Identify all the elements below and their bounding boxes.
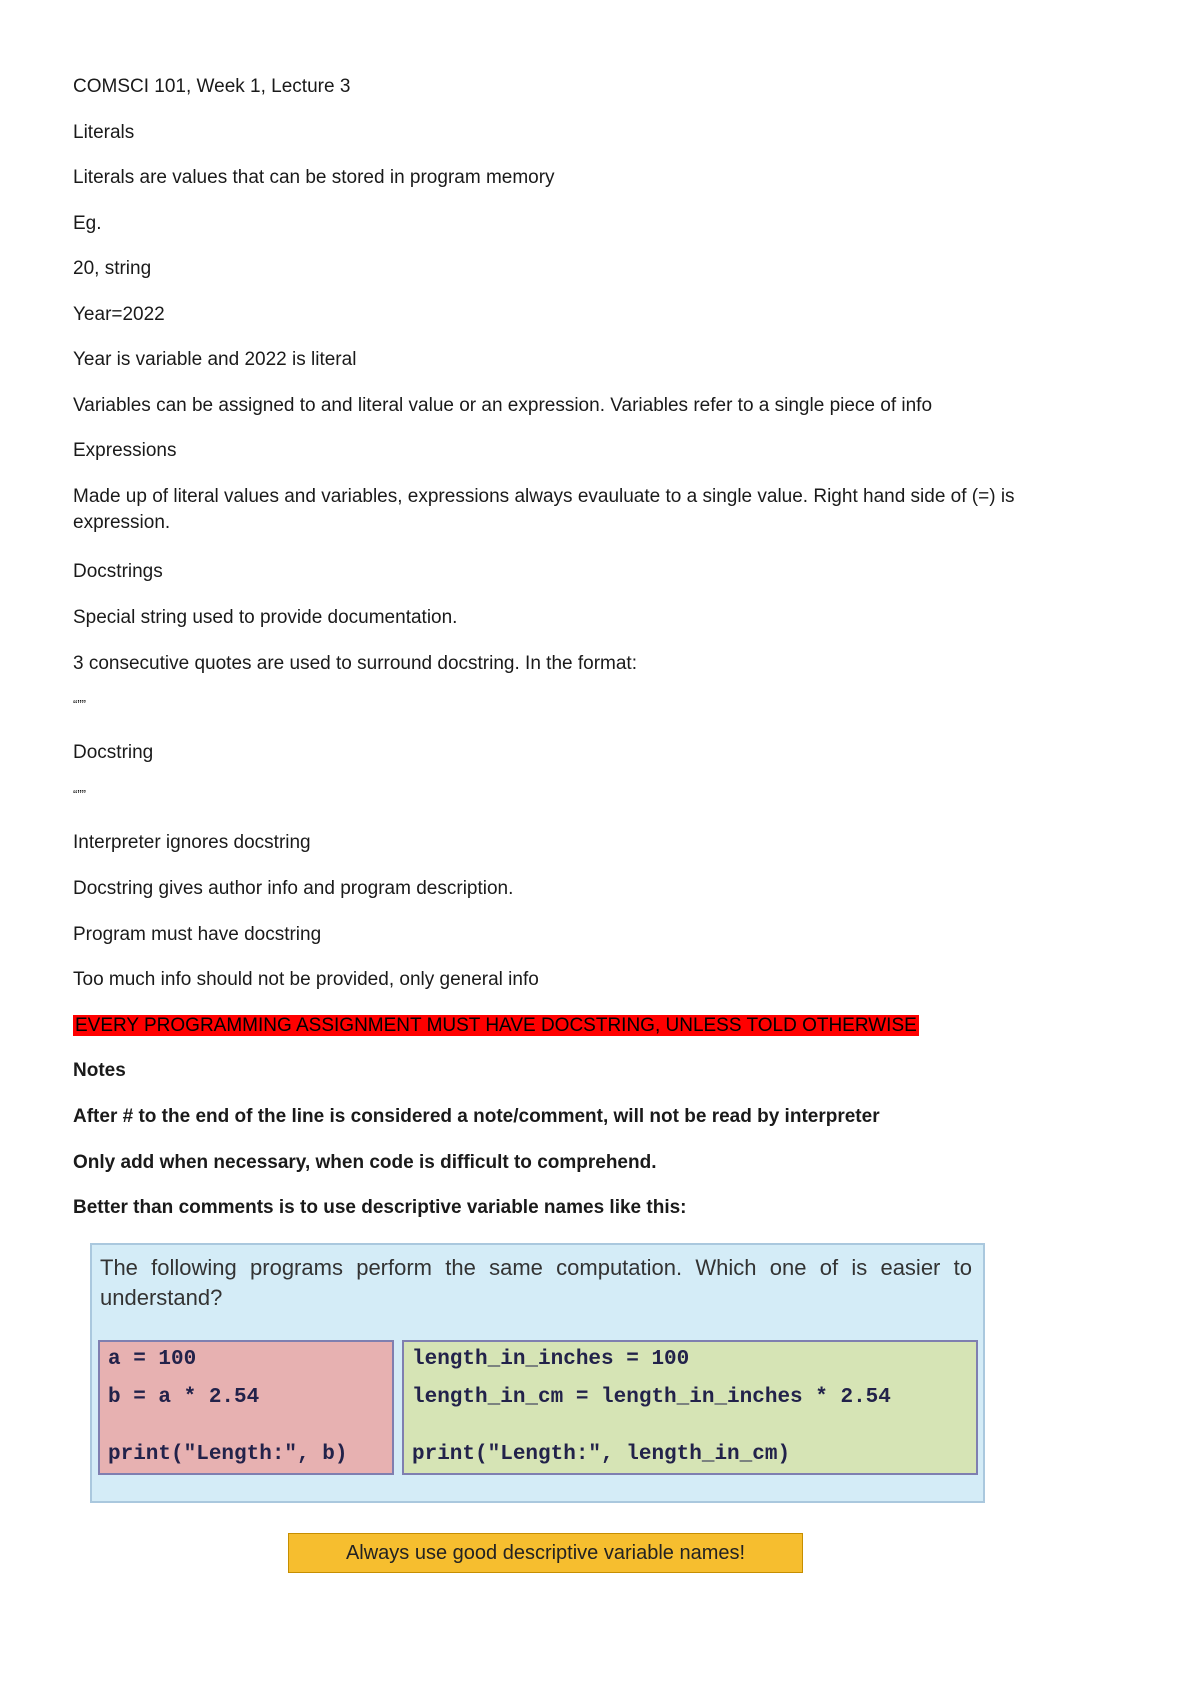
code-line: length_in_cm = length_in_inches * 2.54 bbox=[412, 1386, 891, 1409]
interpreter-ignores: Interpreter ignores docstring bbox=[73, 832, 311, 853]
program-must-have: Program must have docstring bbox=[73, 924, 322, 945]
descriptive-names-code-box bbox=[402, 1340, 978, 1475]
example-label: Eg. bbox=[73, 213, 102, 234]
tip-banner: Always use good descriptive variable names! bbox=[288, 1533, 803, 1573]
code-comparison-figure bbox=[90, 1243, 985, 1503]
triple-quotes-close: “”” bbox=[73, 787, 86, 802]
docstrings-definition: Special string used to provide documentation. bbox=[73, 607, 458, 628]
docstrings-heading: Docstrings bbox=[73, 561, 163, 582]
short-names-code-box bbox=[98, 1340, 394, 1475]
code-line: print("Length:", length_in_cm) bbox=[412, 1443, 791, 1466]
notes-better: Better than comments is to use descriptive variable names like this: bbox=[73, 1197, 687, 1218]
code-line: b = a * 2.54 bbox=[108, 1386, 260, 1409]
docstrings-format: 3 consecutive quotes are used to surround docstring. In the format: bbox=[73, 653, 637, 674]
code-line: print("Length:", b) bbox=[108, 1443, 348, 1466]
code-line: length_in_inches = 100 bbox=[412, 1348, 690, 1371]
triple-quotes-open: “”” bbox=[73, 697, 86, 712]
highlight-warning: EVERY PROGRAMMING ASSIGNMENT MUST HAVE DOCSTRING, UNLESS TOLD OTHERWISE bbox=[75, 1015, 917, 1036]
too-much-info: Too much info should not be provided, only general info bbox=[73, 969, 539, 990]
expressions-heading: Expressions bbox=[73, 440, 177, 461]
variables-definition: Variables can be assigned to and literal value or an expression. Variables refer to a single piece of info bbox=[73, 395, 933, 416]
example-values: 20, string bbox=[73, 258, 152, 279]
year-explanation: Year is variable and 2022 is literal bbox=[73, 349, 357, 370]
notes-hash-comment: After # to the end of the line is considered a note/comment, will not be read by interpreter bbox=[73, 1106, 880, 1127]
expressions-definition: Made up of literal values and variables, expressions always evauluate to a single value. Right hand side of (=) is expression. bbox=[73, 486, 1015, 533]
highlight-warning-line bbox=[73, 1013, 919, 1039]
notes-heading: Notes bbox=[73, 1060, 126, 1081]
lecture-header: COMSCI 101, Week 1, Lecture 3 bbox=[73, 76, 351, 97]
code-line: a = 100 bbox=[108, 1348, 197, 1371]
literals-heading: Literals bbox=[73, 122, 135, 143]
literals-definition: Literals are values that can be stored in program memory bbox=[73, 167, 555, 188]
year-assignment: Year=2022 bbox=[73, 304, 165, 325]
notes-only-add: Only add when necessary, when code is difficult to comprehend. bbox=[73, 1152, 657, 1173]
figure-question: The following programs perform the same computation. Which one of is easier to understand? bbox=[100, 1255, 972, 1310]
docstring-word: Docstring bbox=[73, 742, 154, 763]
docstring-gives: Docstring gives author info and program description. bbox=[73, 878, 514, 899]
